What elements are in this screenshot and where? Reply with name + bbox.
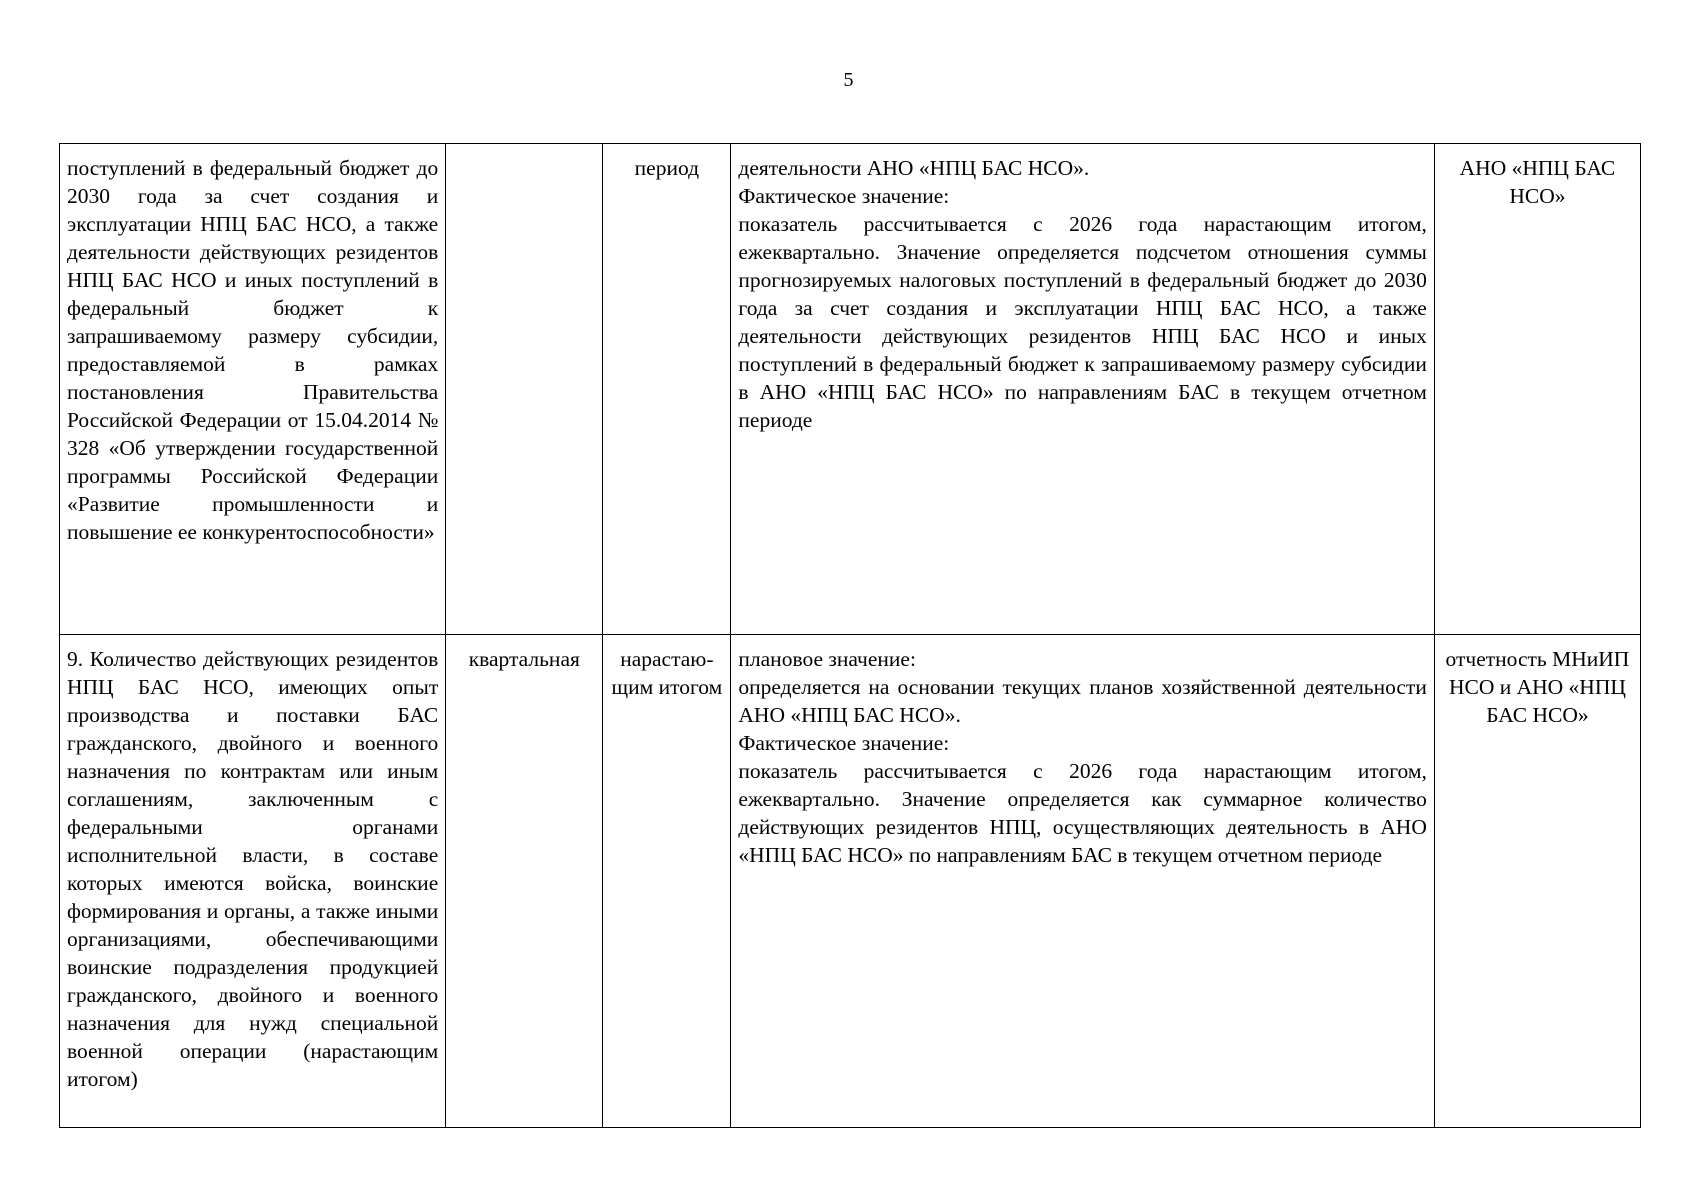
indicator-name-cell: поступлений в федеральный бюджет до 2030 года за счет создания и эксплуатации НПЦ БАС НСО, а также деятельности действующих резидентов НПЦ БАС НСО и иных поступлений в федеральный бюджет к запрашиваемому размеру субсидии, предоставляемой в рамках постановления Правительства Российской Федерации от 15.04.2014 № 328 «Об утверждении государственной программы Российской Федерации «Развитие промышленности и повышение ее конкурентоспособности» — [60, 144, 446, 635]
calculation-paragraph: деятельности АНО «НПЦ БАС НСО». — [738, 156, 1090, 180]
calculation-paragraph: показатель рассчитывается с 2026 года нарастающим итогом, ежеквартально. Значение определяется подсчетом отношения суммы прогнозируемых налоговых поступлений в федеральный бюджет до 2030 года за счет создания и эксплуатации НПЦ БАС НСО, а также деятельности действующих резидентов НПЦ БАС НСО и иных поступлений в федеральный бюджет к запрашиваемому размеру субсидии в АНО «НПЦ БАС НСО» по направлениям БАС в текущем отчетном периоде — [738, 212, 1427, 432]
calculation-paragraph: плановое значение: — [738, 647, 916, 671]
calculation-cell — [731, 635, 1434, 1128]
calculation-paragraph: показатель рассчитывается с 2026 года нарастающим итогом, ежеквартально. Значение определяется как суммарное количество действующих резидентов НПЦ, осуществляющих деятельность в АНО «НПЦ БАС НСО» по направлениям БАС в текущем отчетном периоде — [738, 759, 1427, 867]
periodicity-cell — [446, 144, 603, 635]
periodicity-cell: квартальная — [446, 635, 603, 1128]
calculation-paragraph: Фактическое значение: — [738, 731, 950, 755]
page-number: 5 — [843, 69, 854, 91]
table-row — [60, 635, 1641, 1128]
indicator-table — [59, 143, 1641, 1128]
source-cell: АНО «НПЦ БАС НСО» — [1434, 144, 1640, 635]
method-cell: период — [603, 144, 731, 635]
calculation-paragraph: Фактическое значение: — [738, 184, 950, 208]
calculation-paragraph: определяется на основании текущих планов хозяйственной деятельности АНО «НПЦ БАС НСО». — [738, 675, 1427, 727]
table-row — [60, 144, 1641, 635]
indicator-name-cell: 9. Количество действующих резидентов НПЦ БАС НСО, имеющих опыт производства и поставки БАС гражданского, двойного и военного назначения по контрактам или иным соглашениям, заключенным с федеральными органами исполнительной власти, в составе которых имеются войска, воинские формирования и органы, а также иными организациями, обеспечивающими воинские подразделения продукцией гражданского, двойного и военного назначения для нужд специальной военной операции (нарастающим итогом) — [60, 635, 446, 1128]
source-cell: отчетность МНиИП НСО и АНО «НПЦ БАС НСО» — [1434, 635, 1640, 1128]
calculation-cell — [731, 144, 1434, 635]
method-cell: нарастаю-щим итогом — [603, 635, 731, 1128]
